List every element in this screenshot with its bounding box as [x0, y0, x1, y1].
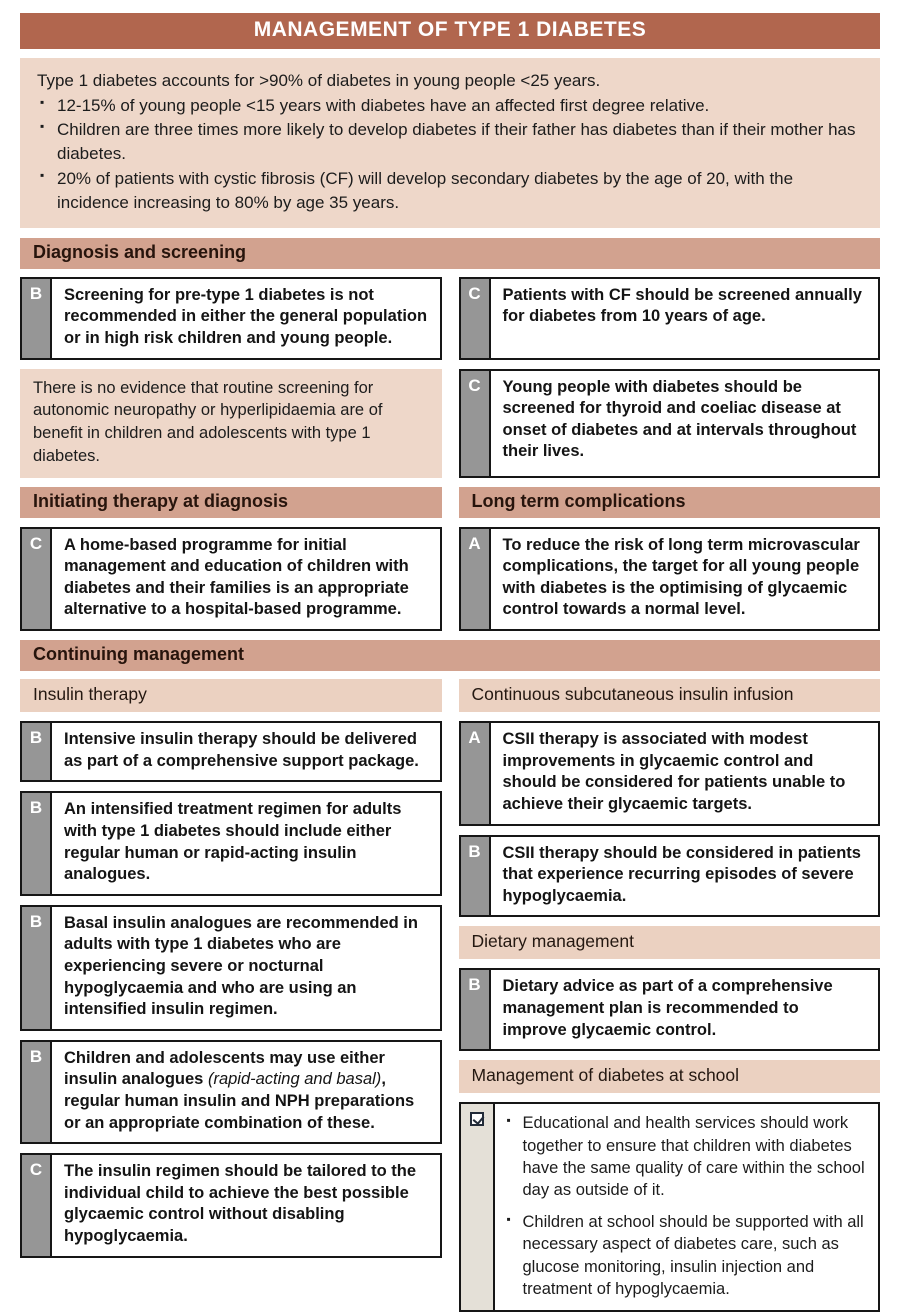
diagnosis-section-grid — [20, 277, 880, 631]
recommendation-box-intensified-regimen — [20, 791, 442, 895]
intro-bullet: ▪ 12-15% of young people <15 years with diabetes have an affected first degree relative. — [37, 94, 863, 118]
page-title: MANAGEMENT OF TYPE 1 DIABETES — [20, 13, 880, 49]
grade-badge: B — [22, 279, 52, 358]
recommendation-box-csii-modest — [459, 721, 881, 825]
grade-badge: C — [22, 529, 52, 629]
section-header-diagnosis-and-screening: Diagnosis and screening — [20, 238, 880, 269]
right-column — [459, 679, 881, 1312]
intro-bullet: ▪ Children are three times more likely to develop diabetes if their father has diabetes than if their mother has diabetes. — [37, 118, 863, 166]
section-header-long-term-complications: Long term complications — [459, 487, 881, 518]
recommendation-box-screening — [20, 277, 442, 360]
section-header-initiating-therapy: Initiating therapy at diagnosis — [20, 487, 442, 518]
recommendation-text: The insulin regimen should be tailored to the individual child to achieve the best possible glycaemic control without disabling hypoglycaemia. — [64, 1162, 417, 1246]
recommendation-text: Young people with diabetes should be screened for thyroid and coeliac disease at onset of diabetes and at intervals throughout their lives. — [502, 377, 857, 461]
recommendation-text-part: , regular human insulin and NPH preparations or an appropriate combination of these. — [64, 1070, 415, 1132]
grade-badge: C — [461, 279, 491, 358]
intro-lead: Type 1 diabetes accounts for >90% of diabetes in young people <25 years. — [37, 71, 601, 90]
grade-badge: A — [461, 529, 491, 629]
recommendation-box-basal-analogues — [20, 905, 442, 1031]
grade-badge: B — [22, 907, 52, 1029]
recommendation-text-italic: (rapid-acting and basal) — [207, 1070, 382, 1089]
grade-badge: B — [22, 723, 52, 780]
intro-bullet: ▪ 20% of patients with cystic fibrosis (CF) will develop secondary diabetes by the age of 20, with the incidence increasing to 80% by age 35 years. — [37, 167, 863, 215]
recommendation-box-intensive-insulin — [20, 721, 442, 782]
left-column — [20, 679, 442, 1312]
recommendation-box-microvascular — [459, 527, 881, 631]
grade-badge: C — [22, 1155, 52, 1255]
subsection-header-insulin-therapy: Insulin therapy — [20, 679, 442, 712]
grade-badge: A — [461, 723, 491, 823]
checkbox-badge — [461, 1104, 495, 1310]
grade-badge: B — [461, 837, 491, 916]
school-bullet: ▪ Children at school should be supported with all necessary aspect of diabetes care, such as glucose monitoring, insulin injection and treatment of hypoglycaemia. — [507, 1211, 867, 1301]
recommendation-text: CSII therapy is associated with modest improvements in glycaemic control and should be considered for patients unable to achieve their glycaemic targets. — [502, 730, 846, 813]
intro-panel — [20, 58, 880, 228]
grade-badge: B — [22, 793, 52, 893]
recommendation-text: Basal insulin analogues are recommended in adults with type 1 diabetes who are experiencing severe or nocturnal hypoglycaemia and who are using an intensified insulin regimen. — [64, 913, 418, 1019]
subsection-header-csii: Continuous subcutaneous insulin infusion — [459, 679, 881, 712]
recommendation-text: Patients with CF should be screened annually for diabetes from 10 years of age. — [502, 285, 862, 326]
school-box-text — [495, 1104, 879, 1310]
grade-badge: B — [461, 970, 491, 1049]
recommendation-box-children-analogues — [20, 1040, 442, 1144]
recommendation-box-home-programme — [20, 527, 442, 631]
recommendation-box-tailored-regimen — [20, 1153, 442, 1257]
recommendation-text: To reduce the risk of long term microvascular complications, the target for all young people with diabetes is the optimising of glycaemic control towards a normal level. — [502, 535, 860, 619]
recommendation-box-csii-recurring — [459, 835, 881, 918]
recommendation-box-dietary-advice — [459, 968, 881, 1051]
continuing-management-columns — [20, 679, 880, 1312]
school-bullet: ▪ Educational and health services should work together to ensure that children with diabetes have the same quality of care within the school day as outside of it. — [507, 1112, 867, 1202]
grade-badge: B — [22, 1042, 52, 1142]
recommendation-text: Screening for pre-type 1 diabetes is not recommended in either the general population or in high risk children and young people. — [64, 285, 428, 347]
recommendation-text: Dietary advice as part of a comprehensive management plan is recommended to improve glycaemic control. — [502, 977, 833, 1039]
recommendation-text: A home-based programme for initial management and education of children with diabetes and their families is an appropriate alternative to a hospital-based programme. — [64, 535, 409, 619]
section-header-continuing-management: Continuing management — [20, 640, 880, 671]
subsection-header-dietary-management: Dietary management — [459, 926, 881, 959]
recommendation-text-part: Children and adolescents may use either insulin analogues — [64, 1048, 385, 1089]
recommendation-text: Intensive insulin therapy should be delivered as part of a comprehensive support package. — [64, 730, 419, 770]
checked-checkbox-icon — [470, 1112, 484, 1126]
school-good-practice-box — [459, 1102, 881, 1312]
grade-badge: C — [461, 371, 491, 476]
recommendation-text: An intensified treatment regimen for adults with type 1 diabetes should include either regular human or rapid-acting insulin analogues. — [64, 800, 402, 884]
no-evidence-note: There is no evidence that routine screening for autonomic neuropathy or hyperlipidaemia are of benefit in children and adolescents with type 1 diabetes. — [20, 369, 442, 478]
recommendation-box-thyroid-coeliac — [459, 369, 881, 478]
recommendation-text — [52, 1042, 440, 1142]
subsection-header-school: Management of diabetes at school — [459, 1060, 881, 1093]
recommendation-text: CSII therapy should be considered in patients that experience recurring episodes of severe hypoglycaemia. — [502, 843, 861, 905]
recommendation-box-cf-screening — [459, 277, 881, 360]
intro-bullet-list — [37, 94, 863, 215]
